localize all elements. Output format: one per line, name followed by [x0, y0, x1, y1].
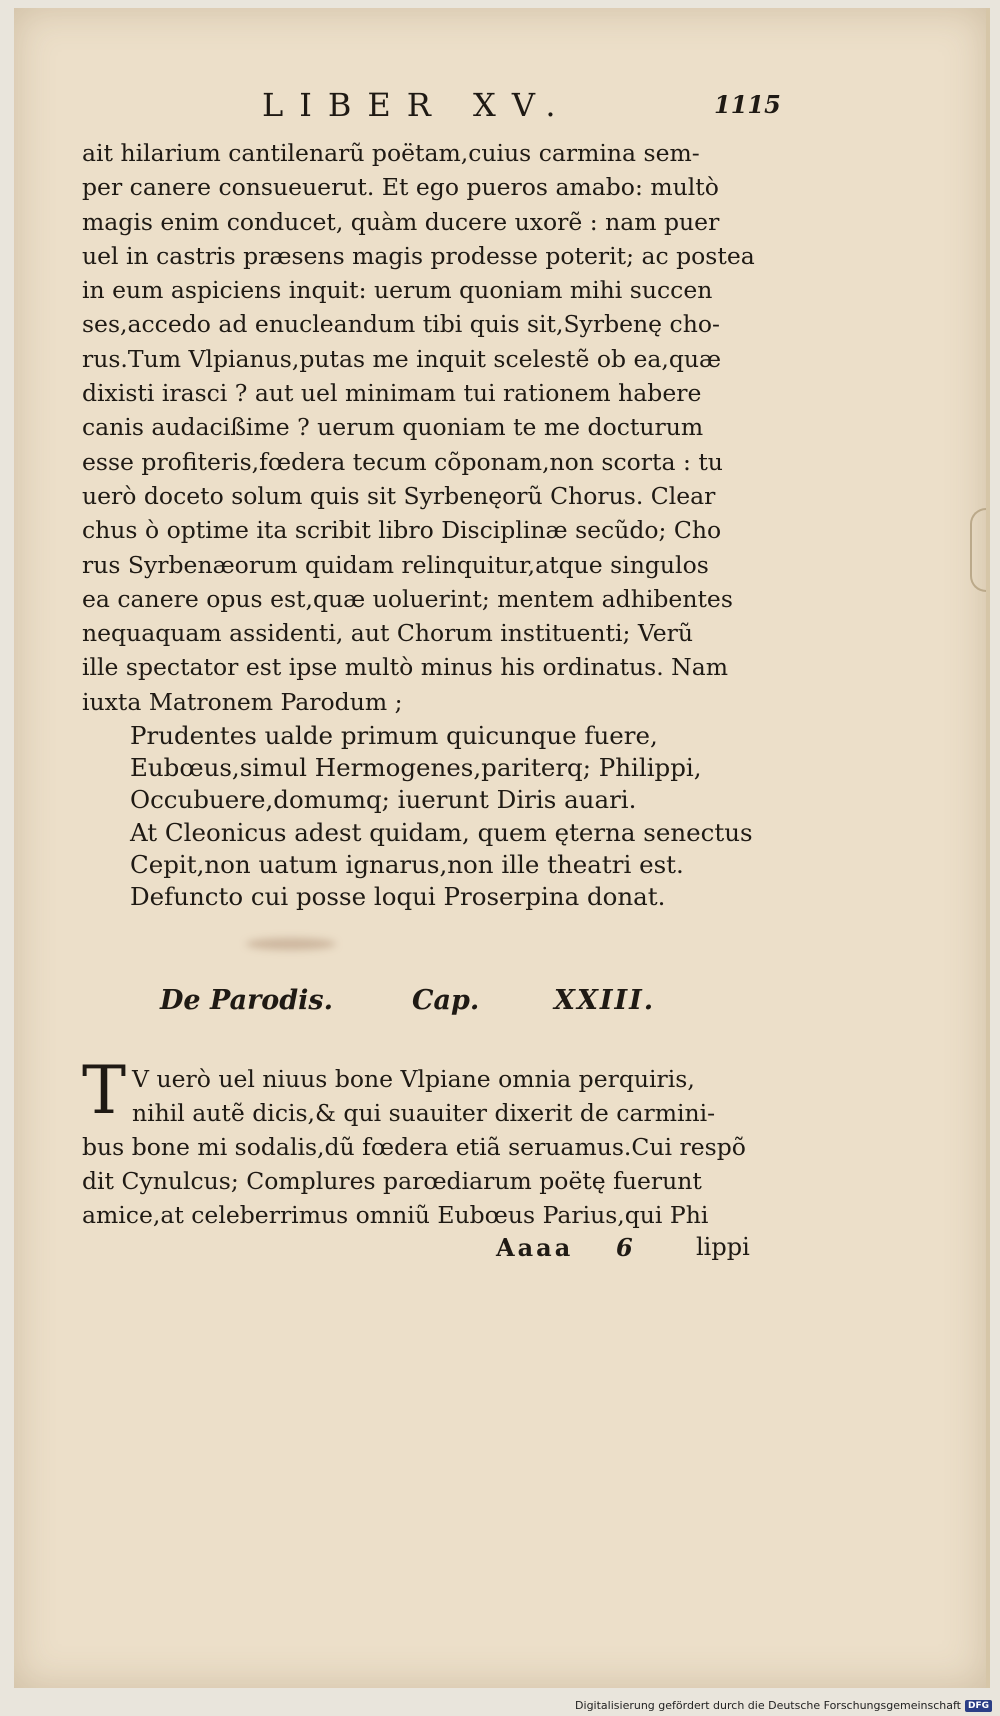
- running-title: LIBER XV.: [262, 86, 572, 124]
- text-line: rus.Tum Vlpianus,putas me inquit scelestẽ ob ea,quæ: [82, 344, 722, 373]
- dfg-logo-icon: DFG: [965, 1700, 992, 1712]
- verse-line: Eubœus,simul Hermogenes,pariterq; Philippi,: [130, 753, 702, 783]
- verse-block: [130, 720, 780, 913]
- ink-smudge: [246, 938, 336, 950]
- chapter-prose-block: [82, 1062, 782, 1232]
- page-tab-mark: [970, 508, 986, 592]
- text-line: bus bone mi sodalis,dũ fœdera etiã seruamus.Cui respõ: [82, 1133, 746, 1161]
- text-line: ea canere opus est,quæ uoluerint; mentem adhibentes: [82, 584, 733, 613]
- catchline: [14, 1233, 986, 1269]
- text-line: ait hilarium cantilenarũ poëtam,cuius carmina sem-: [82, 139, 700, 167]
- text-line: canis audacißime ? uerum quoniam te me docturum: [82, 413, 704, 442]
- text-line: chus ò optime ita scribit libro Disciplinæ secũdo; Cho: [82, 516, 722, 545]
- text-line: esse profiteris,fœdera tecum cõponam,non scorta : tu: [82, 447, 723, 476]
- page-number: 1115: [714, 90, 781, 119]
- page-header: [14, 86, 986, 126]
- chapter-number: XXIII.: [554, 985, 656, 1016]
- verse-line: Cepit,non uatum ignarus,non ille theatri est.: [130, 849, 684, 879]
- prose-block: [82, 136, 782, 719]
- text-line: V uerò uel niuus bone Vlpiane omnia perquiris,: [132, 1065, 695, 1093]
- text-line: dit Cynulcus; Complures parœdiarum poëtę fuerunt: [82, 1167, 702, 1195]
- text-line: ses,accedo ad enucleandum tibi quis sit,Syrbenę cho-: [82, 310, 720, 339]
- credit-text: Digitalisierung gefördert durch die Deutsche Forschungsgemeinschaft: [575, 1699, 961, 1712]
- verse-line: Defuncto cui posse loqui Proserpina donat.: [130, 882, 666, 912]
- signature-mark: Aaaa: [496, 1233, 574, 1262]
- catchword: lippi: [696, 1233, 750, 1261]
- text-line: in eum aspiciens inquit: uerum quoniam mihi succen: [82, 276, 713, 305]
- text-line: amice,at celeberrimus omniũ Eubœus Parius,qui Phi: [82, 1201, 709, 1229]
- text-line: per canere consueuerut. Et ego pueros amabo: multò: [82, 173, 719, 202]
- chapter-cap-label: Cap.: [412, 985, 480, 1016]
- verse-line: Occubuere,domumq; iuerunt Diris auari.: [130, 785, 637, 815]
- verse-line: Prudentes ualde primum quicunque fuere,: [130, 721, 658, 750]
- text-line: nihil autẽ dicis,& qui suauiter dixerit de carmini-: [132, 1099, 716, 1127]
- text-line: rus Syrbenæorum quidam relinquitur,atque singulos: [82, 550, 709, 579]
- text-line: dixisti irasci ? aut uel minimam tui rationem habere: [82, 379, 702, 408]
- chapter-heading: [14, 985, 986, 1025]
- drop-capital: T: [82, 1052, 127, 1129]
- text-line: nequaquam assidenti, aut Chorum instituenti; Verũ: [82, 619, 693, 648]
- chapter-title: De Parodis.: [160, 985, 334, 1016]
- book-page: [14, 8, 990, 1688]
- verse-line: At Cleonicus adest quidam, quem ęterna senectus: [130, 817, 753, 847]
- text-line: ille spectator est ipse multò minus his ordinatus. Nam: [82, 653, 729, 682]
- digitization-credit: [575, 1699, 992, 1712]
- signature-number: 6: [616, 1233, 633, 1262]
- text-line: uel in castris præsens magis prodesse poterit; ac postea: [82, 241, 755, 270]
- text-line: magis enim conducet, quàm ducere uxorẽ : nam puer: [82, 207, 720, 236]
- text-line: iuxta Matronem Parodum ;: [82, 687, 403, 716]
- text-line: uerò doceto solum quis sit Syrbenęorũ Chorus. Clear: [82, 481, 716, 510]
